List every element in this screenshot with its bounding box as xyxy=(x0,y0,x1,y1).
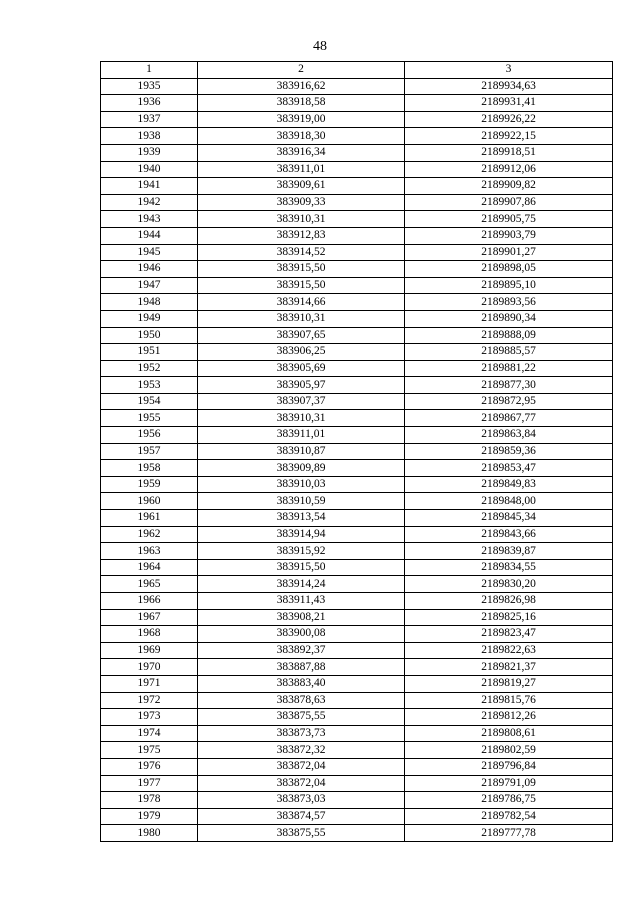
y-coordinate-cell: 2189926,22 xyxy=(405,111,613,128)
table-row xyxy=(101,725,613,742)
x-coordinate-cell: 383907,37 xyxy=(198,393,405,410)
point-number-cell: 1954 xyxy=(101,393,198,410)
point-number-cell: 1942 xyxy=(101,194,198,211)
x-coordinate-cell: 383919,00 xyxy=(198,111,405,128)
y-coordinate-cell: 2189791,09 xyxy=(405,775,613,792)
y-coordinate-cell: 2189909,82 xyxy=(405,178,613,195)
point-number-cell: 1972 xyxy=(101,692,198,709)
x-coordinate-cell: 383892,37 xyxy=(198,642,405,659)
column-header-2: 2 xyxy=(198,62,405,79)
x-coordinate-cell: 383907,65 xyxy=(198,327,405,344)
y-coordinate-cell: 2189890,34 xyxy=(405,310,613,327)
table-row xyxy=(101,261,613,278)
point-number-cell: 1965 xyxy=(101,576,198,593)
point-number-cell: 1952 xyxy=(101,360,198,377)
y-coordinate-cell: 2189907,86 xyxy=(405,194,613,211)
y-coordinate-cell: 2189863,84 xyxy=(405,427,613,444)
y-coordinate-cell: 2189898,05 xyxy=(405,261,613,278)
table-row xyxy=(101,128,613,145)
table-row xyxy=(101,775,613,792)
table-row xyxy=(101,675,613,692)
x-coordinate-cell: 383915,50 xyxy=(198,277,405,294)
x-coordinate-cell: 383915,50 xyxy=(198,261,405,278)
y-coordinate-cell: 2189822,63 xyxy=(405,642,613,659)
y-coordinate-cell: 2189819,27 xyxy=(405,675,613,692)
table-row xyxy=(101,709,613,726)
point-number-cell: 1939 xyxy=(101,144,198,161)
x-coordinate-cell: 383872,04 xyxy=(198,775,405,792)
x-coordinate-cell: 383909,89 xyxy=(198,460,405,477)
y-coordinate-cell: 2189843,66 xyxy=(405,526,613,543)
point-number-cell: 1941 xyxy=(101,178,198,195)
y-coordinate-cell: 2189834,55 xyxy=(405,559,613,576)
y-coordinate-cell: 2189796,84 xyxy=(405,758,613,775)
point-number-cell: 1970 xyxy=(101,659,198,676)
table-row xyxy=(101,360,613,377)
point-number-cell: 1945 xyxy=(101,244,198,261)
point-number-cell: 1960 xyxy=(101,493,198,510)
x-coordinate-cell: 383872,04 xyxy=(198,758,405,775)
x-coordinate-cell: 383914,52 xyxy=(198,244,405,261)
point-number-cell: 1971 xyxy=(101,675,198,692)
x-coordinate-cell: 383908,21 xyxy=(198,609,405,626)
x-coordinate-cell: 383911,43 xyxy=(198,593,405,610)
x-coordinate-cell: 383913,54 xyxy=(198,510,405,527)
point-number-cell: 1964 xyxy=(101,559,198,576)
table-row xyxy=(101,559,613,576)
point-number-cell: 1940 xyxy=(101,161,198,178)
y-coordinate-cell: 2189815,76 xyxy=(405,692,613,709)
table-row xyxy=(101,576,613,593)
y-coordinate-cell: 2189888,09 xyxy=(405,327,613,344)
x-coordinate-cell: 383918,30 xyxy=(198,128,405,145)
x-coordinate-cell: 383914,66 xyxy=(198,294,405,311)
point-number-cell: 1953 xyxy=(101,377,198,394)
y-coordinate-cell: 2189812,26 xyxy=(405,709,613,726)
y-coordinate-cell: 2189808,61 xyxy=(405,725,613,742)
x-coordinate-cell: 383914,94 xyxy=(198,526,405,543)
y-coordinate-cell: 2189786,75 xyxy=(405,792,613,809)
table-row xyxy=(101,609,613,626)
table-row xyxy=(101,327,613,344)
y-coordinate-cell: 2189782,54 xyxy=(405,808,613,825)
y-coordinate-cell: 2189823,47 xyxy=(405,626,613,643)
point-number-cell: 1967 xyxy=(101,609,198,626)
point-number-cell: 1938 xyxy=(101,128,198,145)
point-number-cell: 1973 xyxy=(101,709,198,726)
x-coordinate-cell: 383910,87 xyxy=(198,443,405,460)
x-coordinate-cell: 383883,40 xyxy=(198,675,405,692)
x-coordinate-cell: 383916,62 xyxy=(198,78,405,95)
table-row xyxy=(101,227,613,244)
x-coordinate-cell: 383912,83 xyxy=(198,227,405,244)
y-coordinate-cell: 2189901,27 xyxy=(405,244,613,261)
x-coordinate-cell: 383872,32 xyxy=(198,742,405,759)
page-number: 48 xyxy=(313,39,327,54)
x-coordinate-cell: 383911,01 xyxy=(198,427,405,444)
y-coordinate-cell: 2189825,16 xyxy=(405,609,613,626)
table-row xyxy=(101,742,613,759)
point-number-cell: 1976 xyxy=(101,758,198,775)
table-row xyxy=(101,393,613,410)
point-number-cell: 1956 xyxy=(101,427,198,444)
y-coordinate-cell: 2189821,37 xyxy=(405,659,613,676)
x-coordinate-cell: 383910,59 xyxy=(198,493,405,510)
table-row xyxy=(101,476,613,493)
table-row xyxy=(101,294,613,311)
y-coordinate-cell: 2189881,22 xyxy=(405,360,613,377)
x-coordinate-cell: 383875,55 xyxy=(198,709,405,726)
table-row xyxy=(101,310,613,327)
table-row xyxy=(101,626,613,643)
x-coordinate-cell: 383909,33 xyxy=(198,194,405,211)
table-row xyxy=(101,510,613,527)
y-coordinate-cell: 2189849,83 xyxy=(405,476,613,493)
table-row xyxy=(101,825,613,842)
table-row xyxy=(101,377,613,394)
point-number-cell: 1935 xyxy=(101,78,198,95)
y-coordinate-cell: 2189848,00 xyxy=(405,493,613,510)
point-number-cell: 1961 xyxy=(101,510,198,527)
y-coordinate-cell: 2189845,34 xyxy=(405,510,613,527)
x-coordinate-cell: 383878,63 xyxy=(198,692,405,709)
table-row xyxy=(101,593,613,610)
table-row xyxy=(101,244,613,261)
y-coordinate-cell: 2189903,79 xyxy=(405,227,613,244)
point-number-cell: 1951 xyxy=(101,344,198,361)
point-number-cell: 1974 xyxy=(101,725,198,742)
x-coordinate-cell: 383910,31 xyxy=(198,211,405,228)
table-row xyxy=(101,427,613,444)
table-row xyxy=(101,194,613,211)
table-row xyxy=(101,111,613,128)
table-row xyxy=(101,178,613,195)
point-number-cell: 1955 xyxy=(101,410,198,427)
table-row xyxy=(101,144,613,161)
x-coordinate-cell: 383874,57 xyxy=(198,808,405,825)
table-body xyxy=(101,78,613,841)
y-coordinate-cell: 2189893,56 xyxy=(405,294,613,311)
table-row xyxy=(101,95,613,112)
coordinates-table xyxy=(100,61,613,842)
y-coordinate-cell: 2189826,98 xyxy=(405,593,613,610)
point-number-cell: 1962 xyxy=(101,526,198,543)
table-row xyxy=(101,78,613,95)
table-row xyxy=(101,543,613,560)
point-number-cell: 1937 xyxy=(101,111,198,128)
x-coordinate-cell: 383918,58 xyxy=(198,95,405,112)
column-header-3: 3 xyxy=(405,62,613,79)
y-coordinate-cell: 2189918,51 xyxy=(405,144,613,161)
y-coordinate-cell: 2189777,78 xyxy=(405,825,613,842)
y-coordinate-cell: 2189839,87 xyxy=(405,543,613,560)
y-coordinate-cell: 2189905,75 xyxy=(405,211,613,228)
x-coordinate-cell: 383875,55 xyxy=(198,825,405,842)
table-row xyxy=(101,211,613,228)
table-row xyxy=(101,493,613,510)
point-number-cell: 1949 xyxy=(101,310,198,327)
y-coordinate-cell: 2189867,77 xyxy=(405,410,613,427)
point-number-cell: 1936 xyxy=(101,95,198,112)
header-row xyxy=(101,62,613,79)
point-number-cell: 1950 xyxy=(101,327,198,344)
table-row xyxy=(101,692,613,709)
x-coordinate-cell: 383910,31 xyxy=(198,410,405,427)
point-number-cell: 1978 xyxy=(101,792,198,809)
point-number-cell: 1947 xyxy=(101,277,198,294)
x-coordinate-cell: 383873,73 xyxy=(198,725,405,742)
y-coordinate-cell: 2189872,95 xyxy=(405,393,613,410)
point-number-cell: 1975 xyxy=(101,742,198,759)
x-coordinate-cell: 383905,69 xyxy=(198,360,405,377)
x-coordinate-cell: 383910,03 xyxy=(198,476,405,493)
table-row xyxy=(101,526,613,543)
point-number-cell: 1948 xyxy=(101,294,198,311)
table-row xyxy=(101,410,613,427)
x-coordinate-cell: 383873,03 xyxy=(198,792,405,809)
y-coordinate-cell: 2189912,06 xyxy=(405,161,613,178)
point-number-cell: 1944 xyxy=(101,227,198,244)
table-row xyxy=(101,277,613,294)
table-row xyxy=(101,161,613,178)
point-number-cell: 1968 xyxy=(101,626,198,643)
x-coordinate-cell: 383909,61 xyxy=(198,178,405,195)
table-row xyxy=(101,758,613,775)
x-coordinate-cell: 383915,50 xyxy=(198,559,405,576)
x-coordinate-cell: 383887,88 xyxy=(198,659,405,676)
x-coordinate-cell: 383916,34 xyxy=(198,144,405,161)
y-coordinate-cell: 2189853,47 xyxy=(405,460,613,477)
point-number-cell: 1980 xyxy=(101,825,198,842)
y-coordinate-cell: 2189934,63 xyxy=(405,78,613,95)
point-number-cell: 1959 xyxy=(101,476,198,493)
point-number-cell: 1943 xyxy=(101,211,198,228)
table-row xyxy=(101,659,613,676)
y-coordinate-cell: 2189922,15 xyxy=(405,128,613,145)
x-coordinate-cell: 383914,24 xyxy=(198,576,405,593)
x-coordinate-cell: 383915,92 xyxy=(198,543,405,560)
point-number-cell: 1966 xyxy=(101,593,198,610)
x-coordinate-cell: 383906,25 xyxy=(198,344,405,361)
point-number-cell: 1946 xyxy=(101,261,198,278)
table-header xyxy=(101,62,613,79)
y-coordinate-cell: 2189830,20 xyxy=(405,576,613,593)
y-coordinate-cell: 2189802,59 xyxy=(405,742,613,759)
column-header-1: 1 xyxy=(101,62,198,79)
table-row xyxy=(101,460,613,477)
point-number-cell: 1963 xyxy=(101,543,198,560)
table-row xyxy=(101,344,613,361)
y-coordinate-cell: 2189931,41 xyxy=(405,95,613,112)
y-coordinate-cell: 2189895,10 xyxy=(405,277,613,294)
table-row xyxy=(101,642,613,659)
y-coordinate-cell: 2189885,57 xyxy=(405,344,613,361)
point-number-cell: 1957 xyxy=(101,443,198,460)
x-coordinate-cell: 383910,31 xyxy=(198,310,405,327)
y-coordinate-cell: 2189859,36 xyxy=(405,443,613,460)
x-coordinate-cell: 383911,01 xyxy=(198,161,405,178)
x-coordinate-cell: 383905,97 xyxy=(198,377,405,394)
table-row xyxy=(101,792,613,809)
y-coordinate-cell: 2189877,30 xyxy=(405,377,613,394)
point-number-cell: 1977 xyxy=(101,775,198,792)
table-row xyxy=(101,808,613,825)
point-number-cell: 1979 xyxy=(101,808,198,825)
point-number-cell: 1969 xyxy=(101,642,198,659)
point-number-cell: 1958 xyxy=(101,460,198,477)
x-coordinate-cell: 383900,08 xyxy=(198,626,405,643)
table-row xyxy=(101,443,613,460)
